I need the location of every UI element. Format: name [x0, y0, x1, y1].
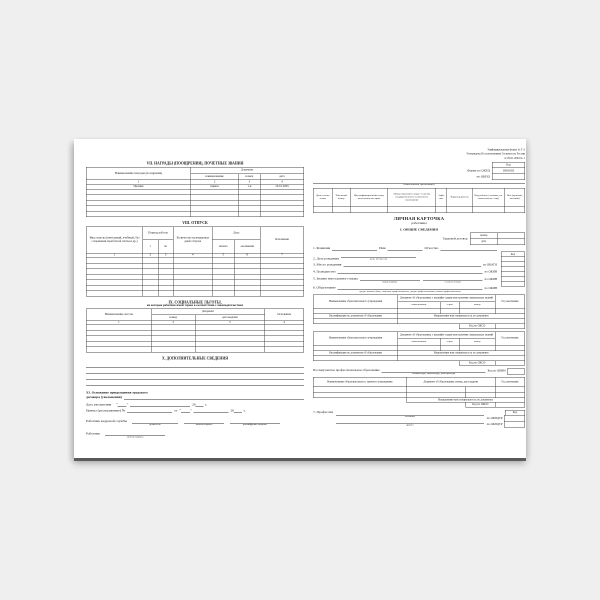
okso-row: [313, 402, 525, 407]
okso-box: [495, 324, 525, 329]
dismissal-month-line: [130, 402, 190, 407]
edu-subheader-row: наименование серия номер: [313, 338, 525, 345]
dismissal-date-label: Дата увольнения: [86, 402, 112, 407]
qualification-label: Квалификация по документу об образовании: [313, 314, 398, 319]
postgrad-header-row: [313, 377, 525, 387]
dismissal-year-line: [196, 402, 204, 407]
award-number-value: 1-н: [238, 184, 260, 189]
col-doc-date: дата: [260, 174, 304, 180]
dismissal-day-line: [118, 402, 127, 407]
education-table-2: [313, 331, 525, 365]
code-column-header: Код: [501, 251, 525, 256]
order-month-line: [194, 408, 229, 413]
col-pension-insurance: Номер страхового свиде- тельства государственного пенсионного страхования: [388, 188, 436, 207]
page-left: [86, 161, 304, 439]
vacation-colnum-row: 1 2 3 4 5 6 7: [86, 253, 304, 258]
section-xi-title-line1: XI. Основание прекращения трудового: [86, 390, 148, 395]
vacation-table: [86, 226, 304, 296]
col-number: номер: [152, 315, 196, 321]
awards-colnum-row: 1 2 3 4: [86, 180, 304, 185]
direction-label: Направление или специальность по документу: [406, 398, 524, 403]
code-box: [501, 281, 525, 287]
postgrad-table: [313, 377, 525, 407]
card-header-table: [313, 188, 525, 213]
col-award-name: Наименование награды (поощрения): [86, 167, 190, 180]
card-title: ЛИЧНАЯ КАРТОЧКА: [393, 215, 445, 221]
col-edu-document: Документ об образовании, о квалифи- кации или наличии специальных знаний: [398, 295, 495, 302]
vacation-header-row: [86, 227, 304, 240]
col-document-group: Документ: [152, 309, 265, 315]
col-grad-year: Год окончания: [495, 332, 525, 346]
awards-table: [86, 167, 304, 217]
section-x-title: X. ДОПОЛНИТЕЛЬНЫЕ СВЕДЕНИЯ: [162, 356, 228, 361]
employee-label: Работник: [86, 431, 100, 436]
col-grad-year: Год окончания: [495, 377, 525, 387]
col-alphabet: Алфа- вит: [436, 188, 447, 207]
col-work-period-group: Период работы: [143, 227, 173, 240]
profession-block: 7. Профессия основная другая Код по ОКПДТР по ОКПДТР: [313, 410, 525, 428]
okso-box: [495, 402, 525, 407]
okso-label: Код по ОКСО: [466, 402, 496, 407]
okso-row: [313, 324, 525, 329]
award-name-value: Премия: [86, 184, 190, 189]
benefits-colnum-row: 1 2 3 4: [86, 320, 304, 325]
col-issue-date: дата выдачи: [195, 315, 265, 321]
patronymic-line: [440, 246, 497, 251]
section-vii-title: VII. НАГРАДЫ (ПООЩРЕНИЯ), ПОЧЕТНЫЕ ЗВАНИЯ: [146, 161, 244, 166]
col-document: Документ об образовании, номер, дата выдачи: [406, 377, 495, 387]
code-header-box: Код: [505, 410, 525, 416]
contract-date-row: дата: [470, 239, 525, 245]
col-from: с: [143, 240, 158, 253]
contract-number-row: номер: [470, 233, 525, 239]
blank-line: [86, 380, 304, 386]
contract-date-value: [497, 239, 524, 245]
col-doc-number: номер: [238, 174, 260, 180]
code-column: [501, 252, 525, 287]
col-to: по: [158, 240, 173, 253]
section-viii-title: VIII. ОТПУСК: [182, 220, 208, 225]
hr-signature-decode: расшифровка подписи: [230, 419, 280, 427]
col-benefit-name: Наименование льготы: [86, 309, 151, 321]
empty-row: [86, 211, 304, 217]
col-date-group: Дата: [212, 227, 260, 240]
okin-box: [507, 369, 525, 375]
field-birth-date: 2. Дата рождения день, месяц, год: [313, 253, 497, 261]
empty-row: [86, 347, 304, 353]
okso-label: Код по ОКСО: [459, 361, 495, 366]
contract-mini-table: [470, 232, 525, 245]
order-number-line: [127, 408, 172, 413]
col-edu-document: Документ об образовании, о квалифи- кации или наличии специальных знаний: [398, 332, 495, 339]
okpdtr-box-2: [504, 421, 525, 428]
okud-value-box: 0301002: [492, 167, 525, 174]
col-basis: Основание: [265, 309, 304, 321]
okud-block: Код Форма по ОКУД 0301002 по ОКПО: [313, 162, 525, 180]
education-table-1: [313, 294, 525, 328]
okso-label: Код по ОКСО: [459, 324, 495, 329]
okpo-value-box: [492, 173, 525, 180]
order-day-line: [181, 408, 190, 413]
col-end: окончания: [234, 240, 260, 253]
birth-place-line: [343, 262, 481, 267]
col-vacation-type: Вид отпуска (ежегодный, учебный, без сохранения заработной платы и др.): [86, 227, 143, 254]
col-institution: Наименование образовательного учреждения: [313, 295, 398, 309]
hr-signature: личная подпись: [184, 419, 224, 427]
col-basis: Основание: [260, 227, 304, 254]
col-grad-year: Год окончания: [495, 295, 525, 309]
postgrad-field: Послевузовское профессиональное образование аспирантура, адъюнктура, докторантура Код по ОКИН: [313, 369, 525, 376]
field-citizenship: 4. Гражданство по ОКИН: [313, 269, 497, 274]
col-doc-name: наименование: [191, 174, 239, 180]
benefits-table: [86, 309, 304, 353]
code-header-box: Код: [492, 162, 525, 168]
edu-subheader-row: наименование серия номер: [313, 302, 525, 309]
form-t2-sheet: [74, 139, 526, 458]
award-date-value: 10.01.2005: [260, 184, 304, 189]
section-ix-subtitle: на которые работник имеет право в соответствии с законодательством: [146, 303, 244, 307]
name-line: [388, 246, 423, 251]
empty-row: [86, 291, 304, 297]
surname-line: [332, 246, 377, 251]
col-work-character: Характер работы: [447, 188, 472, 207]
col-gender: Пол (мужской, женский): [505, 188, 525, 207]
order-year-line: [234, 408, 242, 413]
citizenship-line: [338, 269, 483, 274]
col-calendar-days: Количество календарных дней отпуска: [173, 227, 212, 254]
hr-officer-label: Работник кадровой службы: [86, 418, 127, 423]
okso-box: [495, 361, 525, 366]
section-ix-title: IX. СОЦИАЛЬНЫЕ ЛЬГОТЫ,: [168, 299, 222, 305]
organization-line: (наименование организации): [313, 182, 525, 187]
field-birth-place: 3. Место рождения по ОКАТО: [313, 262, 497, 267]
qualification-label: Квалификация по документу об образовании: [313, 351, 398, 356]
direction-label: Направление или специальность по документу: [398, 314, 525, 319]
employee-signature: личная подпись: [105, 431, 165, 439]
labor-contract-block: Трудовой договор номер дата: [313, 232, 525, 245]
col-start: начала: [212, 240, 234, 253]
edu-header-row: [313, 332, 525, 339]
form-reference: Унифицированная форма № Т-2 Утверждена Постановлением Госкомстата России от 05.01.2004 № 1: [466, 148, 525, 160]
field-education: 6. Образование среднее (полное) общее, начальное профессиональное, среднее профессиональное, высшее профессиональное по ОКИН: [313, 285, 497, 293]
col-institution: Наименование образовательного, научного учреждения: [313, 377, 406, 387]
col-work-type: Вид работы (основная, по совместитель- ству): [472, 188, 505, 207]
col-inn: Идентификационный номер налогоплатель- щика: [350, 188, 388, 207]
award-doc-value: приказ: [191, 184, 239, 189]
col-personnel-number: Табельный номер: [332, 188, 350, 207]
section-xi: XI. Основание прекращения трудового договора (увольнения) Дата увольнения “ ” 20 г. Приказ (распоряжение) № от “ ” 20 г. Работник кадровой службы должность личная подпись расшифровка подписи Работник личная подпись: [86, 391, 304, 439]
order-label: Приказ (распоряжение) №: [86, 408, 126, 413]
okso-row: [313, 361, 525, 366]
field-surname: 1. Фамилия Имя Отчество: [313, 246, 497, 251]
col-institution: Наименование образовательного учреждения: [313, 332, 398, 346]
col-document-group: Документ: [191, 167, 304, 173]
general-info-fields: [313, 246, 525, 293]
direction-label: Направление или специальность по документу: [398, 351, 525, 356]
page-right: [313, 148, 525, 427]
empty-row: [313, 207, 525, 213]
hr-position-signature: должность: [132, 419, 178, 427]
card-header-row: [313, 188, 525, 207]
section-i-title: I. ОБЩИЕ СВЕДЕНИЯ: [400, 227, 438, 232]
card-subtitle: работника: [411, 220, 427, 225]
termination-reason-line: [124, 395, 304, 400]
edu-header-row: [313, 295, 525, 302]
field-language: 5. Знание иностранного языка наименование степень знания по ОКИН: [313, 276, 497, 284]
col-compile-date: Дата состав- ления: [313, 188, 332, 207]
section-xi-title-line2: договора (увольнения): [86, 395, 122, 400]
